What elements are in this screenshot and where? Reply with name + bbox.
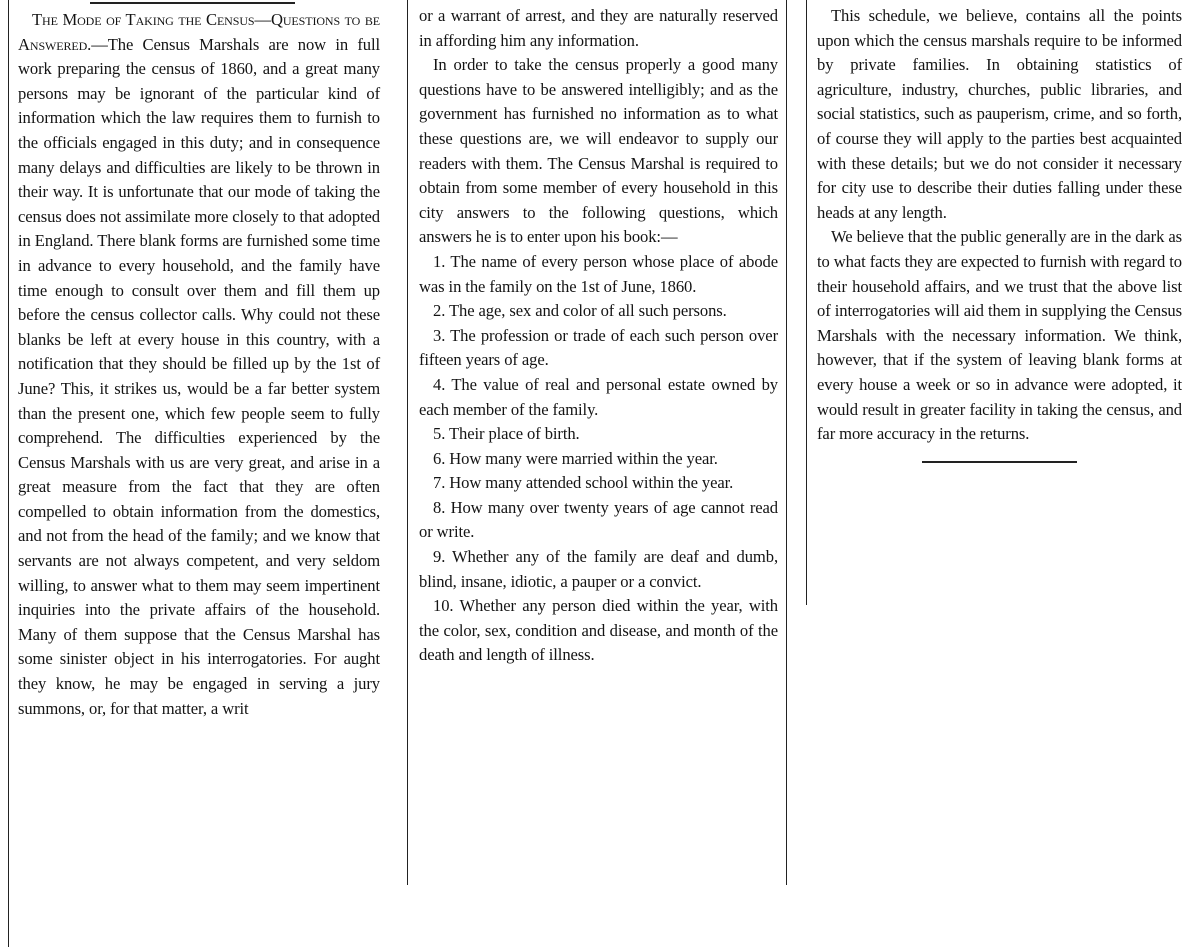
list-item: 5. Their place of birth. (433, 424, 580, 444)
list-item: 4. The value of real and personal estate owned by each member of the family. (419, 374, 778, 419)
list-item: 1. The name of every person whose place of abode was in the family on the 1st of June, 1860. (419, 251, 778, 296)
column-3 (806, 0, 1190, 605)
end-rule (922, 461, 1077, 463)
list-item: 10. Whether any person died within the year, with the color, sex, condition and disease, and month of the death and length of illness. (419, 596, 778, 665)
list-item: 2. The age, sex and color of all such persons. (433, 301, 727, 321)
article-paragraph: or a warrant of arrest, and they are naturally reserved in affording him any information. (419, 6, 778, 50)
article-paragraph: We believe that the public generally are in the dark as to what facts they are expected to furnish with regard to their household affairs, and we trust that the above list of interrogatories will aid them in supplying the Census Marshals with the necessary information. We think, however, that if the system of leaving blank forms at every house a week or so in advance were adopted, it would result in greater facility in taking the census, and far more accuracy in the returns. (817, 227, 1182, 444)
list-item: 3. The profession or trade of each such person over fifteen years of age. (419, 325, 778, 370)
list-item: 9. Whether any of the family are deaf and dumb, blind, insane, idiotic, a pauper or a convict. (419, 547, 778, 591)
article-paragraph: —The Census Marshals are now in full work preparing the census of 1860, and a great many persons may be ignorant of the particular kind of information which the law requires them to furnish to the officials engaged in this duty; and in consequence many delays and difficulties are likely to be thrown in their way. It is unfortunate that our mode of taking the census does not assimilate more closely to that adopted in England. There blank forms are furnished some time in advance to every household, and the family have time enough to consult over them and fill them up before the census collector calls. Why could not these blanks be left at every house in this country, with a notification that they should be filled up by the 1st of June? This, it strikes us, would be a far better system than the present one, which few people seem to fully comprehend. The difficulties experienced by the Census Marshals with us are very great, and arise in a great measure from the fact that they are often compelled to obtain information from the domestics, and not from the head of the family; and we know that servants are not always competent, and very seldom willing, to answer what to them may seem impertinent inquiries into the private affairs of the household. Many of them suppose that the Census Marshal has some sinister object in his interrogatories. For aught they know, he may be engaged in serving a jury summons, or, for that matter, a writ (18, 34, 380, 718)
article-paragraph: This schedule, we believe, contains all the points upon which the census marshals require to be informed by private families. In obtaining statistics of agriculture, industry, churches, public libraries, and social statistics, such as pauperism, crime, and so forth, of course they will apply to the parties best acquainted with these details; but we do not consider it necessary for city use to describe their duties falling under these heads at any length. (817, 6, 1182, 222)
list-item: 8. How many over twenty years of age cannot read or write. (419, 497, 778, 542)
list-item: 7. How many attended school within the year. (433, 473, 734, 493)
article-paragraph: In order to take the census properly a good many questions have to be answered intelligibly; and as the government has furnished no information as to what these questions are, we will endeavor to supply our readers with them. The Census Marshal is required to obtain from some member of every household in this city answers to the following questions, which answers he is to enter upon his book:— (419, 55, 778, 247)
column-1 (8, 0, 389, 947)
headline: The Mode of Taking the Census—Questions to be Answered. (18, 10, 380, 54)
column-2 (407, 0, 787, 885)
article-opening (18, 8, 380, 721)
list-item: 6. How many were married within the year. (433, 448, 718, 468)
